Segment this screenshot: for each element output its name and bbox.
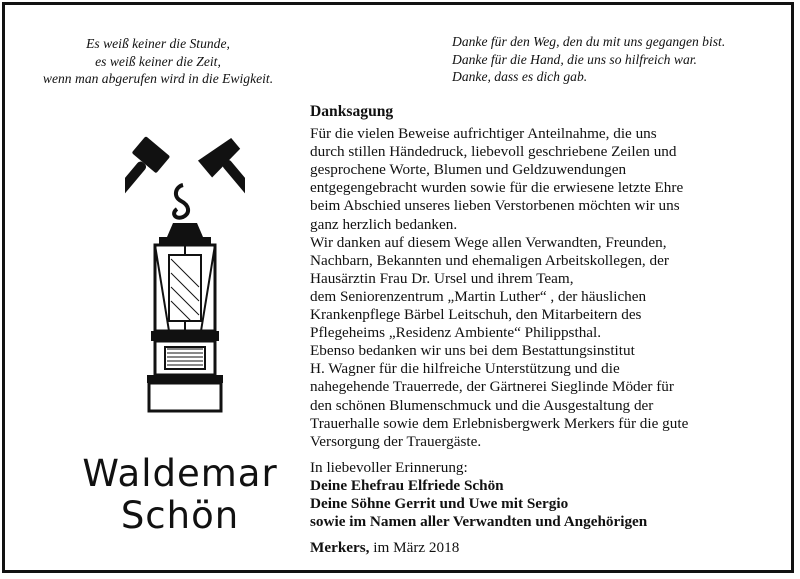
remembrance-line: In liebevoller Erinnerung: — [310, 458, 468, 476]
signature-line: Deine Ehefrau Elfriede Schön — [310, 476, 504, 494]
quote-left-line: es weiß keiner die Zeit, — [95, 53, 221, 69]
place: Merkers, — [310, 539, 370, 557]
body-line: Versorgung der Trauergäste. — [310, 432, 482, 450]
body-line: ganz herzlich bedanken. — [310, 215, 458, 233]
body-line: beim Abschied unseres lieben Verstorbenen möchten wir uns — [310, 197, 680, 215]
body-line: den schönen Blumenschmuck und die Ausgestaltung der — [310, 396, 654, 414]
body-line: Nachbarn, Bekannten und ehemaligen Arbeitskollegen, der — [310, 251, 669, 269]
body-line: Pflegeheims „Residenz Ambiente“ Philippsthal. — [310, 324, 602, 342]
quote-left-line: wenn man abgerufen wird in die Ewigkeit. — [42, 71, 274, 86]
quote-right-line: Danke, dass es dich gab. — [452, 69, 588, 84]
place-date — [310, 539, 780, 557]
deceased-last-name: Schön — [120, 494, 240, 537]
heading: Danksagung — [310, 103, 394, 120]
body-line: Ebenso bedanken wir uns bei dem Bestattungsinstitut — [310, 342, 635, 360]
signature-line: Deine Söhne Gerrit und Uwe mit Sergio — [310, 494, 569, 512]
deceased-name — [45, 453, 315, 537]
quote-right-line: Danke für den Weg, den du mit uns gegangen bist. — [452, 34, 726, 49]
body-line: Krankenpflege Bärbel Leitschuh, den Mitarbeitern des — [310, 306, 642, 324]
body-line: Trauerhalle sowie dem Erlebnisbergwerk Merkers für die gute — [310, 414, 689, 432]
thanks-paragraph — [310, 125, 780, 451]
quote-right-line: Danke für die Hand, die uns so hilfreich war. — [452, 51, 697, 67]
body-line: nahegehende Trauerrede, der Gärtnerei Sieglinde Möder für — [310, 378, 674, 396]
miners-lamp-with-hammer-and-pick-icon — [125, 127, 245, 417]
body-line: Hausärztin Frau Dr. Ursel und ihrem Team, — [310, 269, 574, 287]
body-line: durch stillen Händedruck, liebevoll geschriebene Zeilen und — [310, 143, 677, 161]
quote-left — [23, 35, 293, 88]
body-line: Für die vielen Beweise aufrichtiger Anteilnahme, die uns — [310, 125, 657, 143]
main-text — [310, 103, 780, 557]
body-line: entgegengebracht wurden sowie für die erwiesene letzte Ehre — [310, 179, 684, 197]
body-line: dem Seniorenzentrum „Martin Luther“ , der häuslichen — [310, 287, 647, 305]
body-line: Wir danken auf diesem Wege allen Verwandten, Freunden, — [310, 233, 667, 251]
body-line: gesprochene Worte, Blumen und Geldzuwendungen — [310, 161, 627, 179]
quote-right — [452, 33, 782, 86]
deceased-first-name: Waldemar — [82, 452, 278, 495]
obituary-card — [2, 2, 794, 573]
signature-line: sowie im Namen aller Verwandten und Angehörigen — [310, 513, 648, 531]
date: im März 2018 — [373, 539, 460, 557]
quote-left-line: Es weiß keiner die Stunde, — [86, 36, 230, 51]
body-line: H. Wagner für die hilfreiche Unterstützung und die — [310, 360, 620, 378]
